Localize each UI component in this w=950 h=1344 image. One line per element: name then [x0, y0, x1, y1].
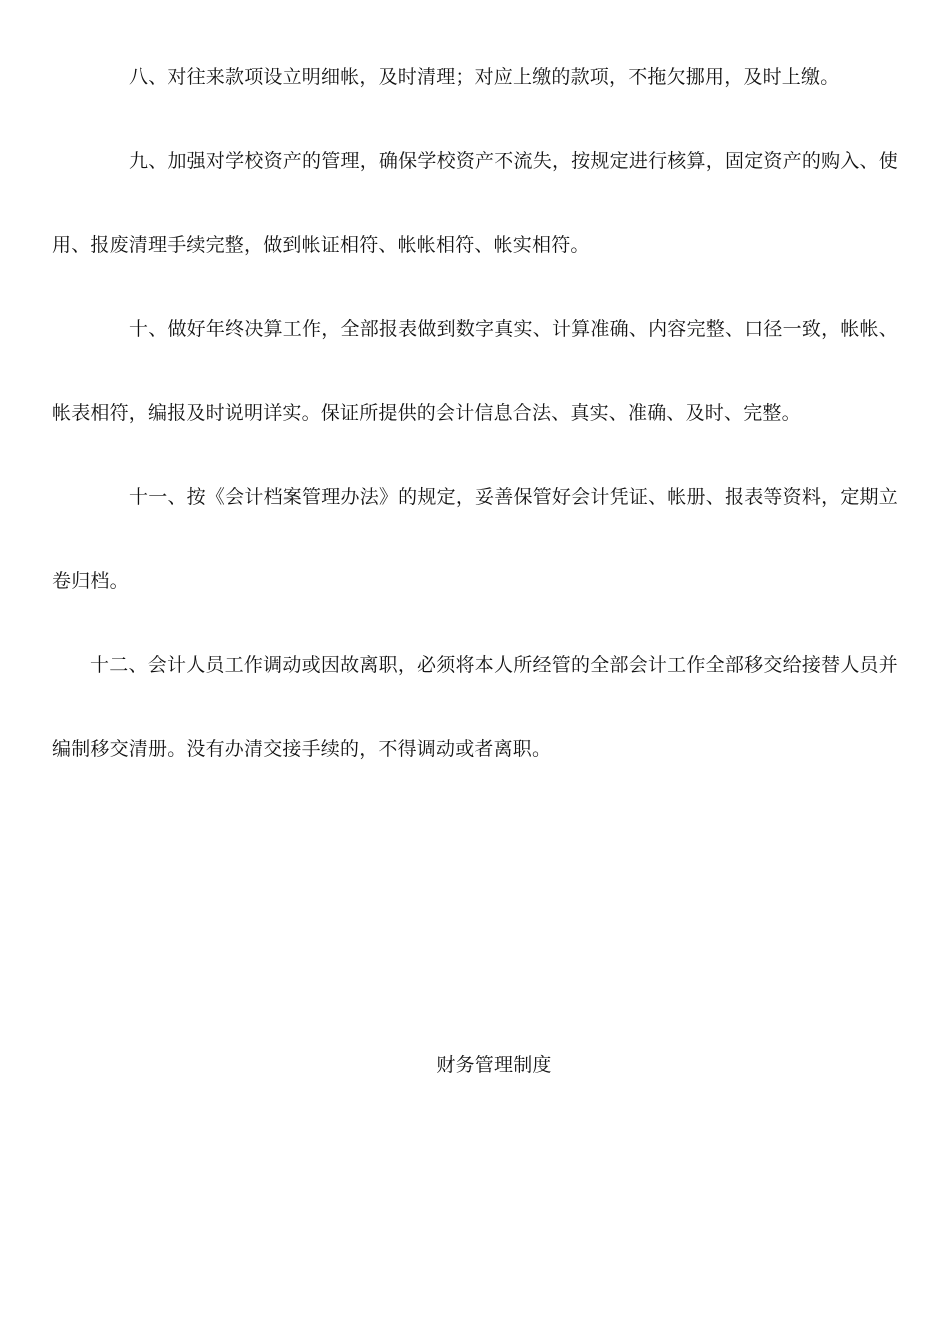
paragraph-11: 十一、按《会计档案管理办法》的规定，妥善保管好会计凭证、帐册、报表等资料，定期立卷归档。 — [52, 486, 898, 592]
paragraph-10: 十、做好年终决算工作，全部报表做到数字真实、计算准确、内容完整、口径一致，帐帐、帐表相符，编报及时说明详实。保证所提供的会计信息合法、真实、准确、及时、完整。 — [52, 318, 898, 424]
document-title: 财务管理制度 — [436, 1054, 552, 1076]
paragraph-8: 八、对往来款项设立明细帐，及时清理；对应上缴的款项，不拖欠挪用，及时上缴。 — [129, 66, 840, 88]
paragraph-12: 十二、会计人员工作调动或因故离职，必须将本人所经管的全部会计工作全部移交给接替人员并编制移交清册。没有办清交接手续的，不得调动或者离职。 — [52, 654, 898, 760]
paragraph-9: 九、加强对学校资产的管理，确保学校资产不流失，按规定进行核算，固定资产的购入、使用、报废清理手续完整，做到帐证相符、帐帐相符、帐实相符。 — [52, 150, 898, 256]
